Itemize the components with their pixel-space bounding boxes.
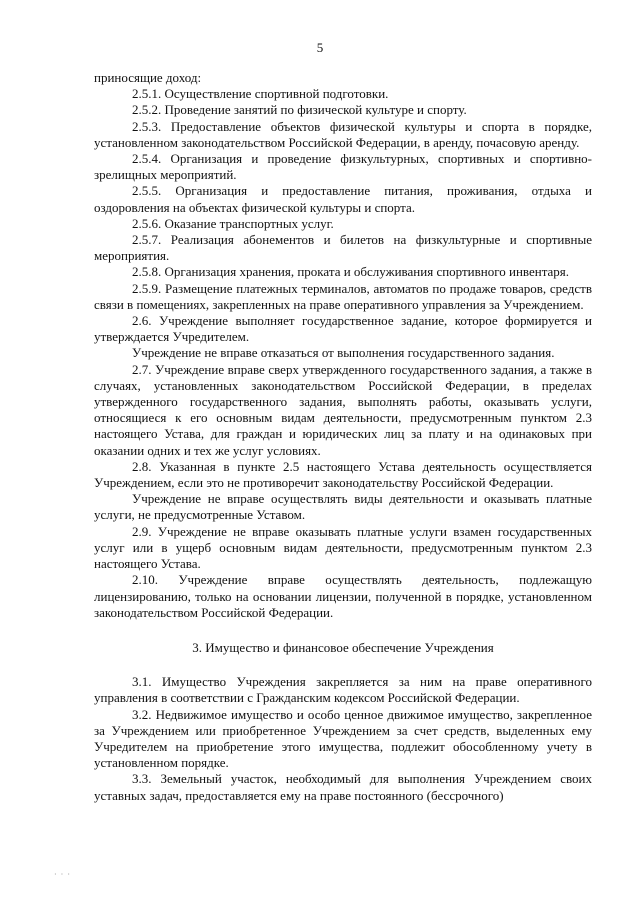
paragraph: 2.5.5. Организация и предоставление питания, проживания, отдыха и оздоровления на объектах физической культуры и спорта. — [94, 183, 592, 215]
paragraph: Учреждение не вправе осуществлять виды деятельности и оказывать платные услуги, не предусмотренные Уставом. — [94, 491, 592, 523]
scan-mark: · · · — [54, 870, 71, 879]
paragraph: 2.5.8. Организация хранения, проката и обслуживания спортивного инвентаря. — [132, 264, 570, 280]
paragraph: 2.5.2. Проведение занятий по физической культуре и спорту. — [132, 102, 467, 118]
paragraph: 3.1. Имущество Учреждения закрепляется за ним на праве оперативного управления в соответствии с Гражданским кодексом Российской Федерации. — [94, 674, 592, 706]
paragraph: 2.8. Указанная в пункте 2.5 настоящего Устава деятельность осуществляется Учреждением, если это не противоречит законодательству Российской Федерации. — [94, 458, 592, 491]
paragraph: 2.7. Учреждение вправе сверх утвержденного государственного задания, а также в случаях, установленных законодательством Российской Федерации, в пределах утвержденного государственного задания, выполнять работы, оказывать услуги, относящиеся к его основным видам деятельности, предусмотренным пунктом 2.3 настоящего Устава, для граждан и юридических лиц за плату и на одинаковых при оказании одних и тех же услуг условиях. — [94, 361, 592, 458]
paragraph: 3.2. Недвижимое имущество и особо ценное движимое имущество, закрепленное за Учреждением или приобретенное Учреждением за счет средств, выделенных ему Учредителем на приобретение этого имущества, подлежит обособленному учету в установленном порядке. — [94, 706, 592, 771]
section-heading: 3. Имущество и финансовое обеспечение Учреждения — [192, 639, 494, 655]
paragraph: 2.10. Учреждение вправе осуществлять деятельность, подлежащую лицензированию, только на основании лицензии, полученной в порядке, установленном законодательством Российской Федерации. — [94, 572, 592, 620]
document-body — [94, 70, 592, 804]
paragraph: 2.5.6. Оказание транспортных услуг. — [132, 215, 334, 231]
paragraph: 2.6. Учреждение выполняет государственное задание, которое формируется и утверждается Учредителем. — [94, 313, 592, 345]
paragraph: 2.5.4. Организация и проведение физкультурных, спортивных и спортивно-зрелищных мероприятий. — [94, 151, 592, 183]
page-number: 5 — [316, 40, 324, 55]
paragraph: 3.3. Земельный участок, необходимый для выполнения Учреждением своих уставных задач, предоставляется ему на праве постоянного (бессрочного) — [94, 771, 592, 803]
paragraph: 2.9. Учреждение не вправе оказывать платные услуги взамен государственных услуг или в ущерб основным видам деятельности, предусмотренным пунктом 2.3 настоящего Устава. — [94, 523, 592, 572]
paragraph: приносящие доход: — [94, 70, 202, 85]
paragraph: Учреждение не вправе отказаться от выполнения государственного задания. — [132, 345, 555, 361]
paragraph: 2.5.7. Реализация абонементов и билетов на физкультурные и спортивные мероприятия. — [94, 232, 592, 264]
paragraph: 2.5.9. Размещение платежных терминалов, автоматов по продаже товаров, средств связи в помещениях, закрепленных на праве оперативного управления за Учреждением. — [94, 280, 592, 312]
paragraph: 2.5.3. Предоставление объектов физической культуры и спорта в порядке, установленном законодательством Российской Федерации, в аренду, почасовую аренду. — [94, 118, 592, 150]
paragraph: 2.5.1. Осуществление спортивной подготовки. — [132, 86, 389, 102]
